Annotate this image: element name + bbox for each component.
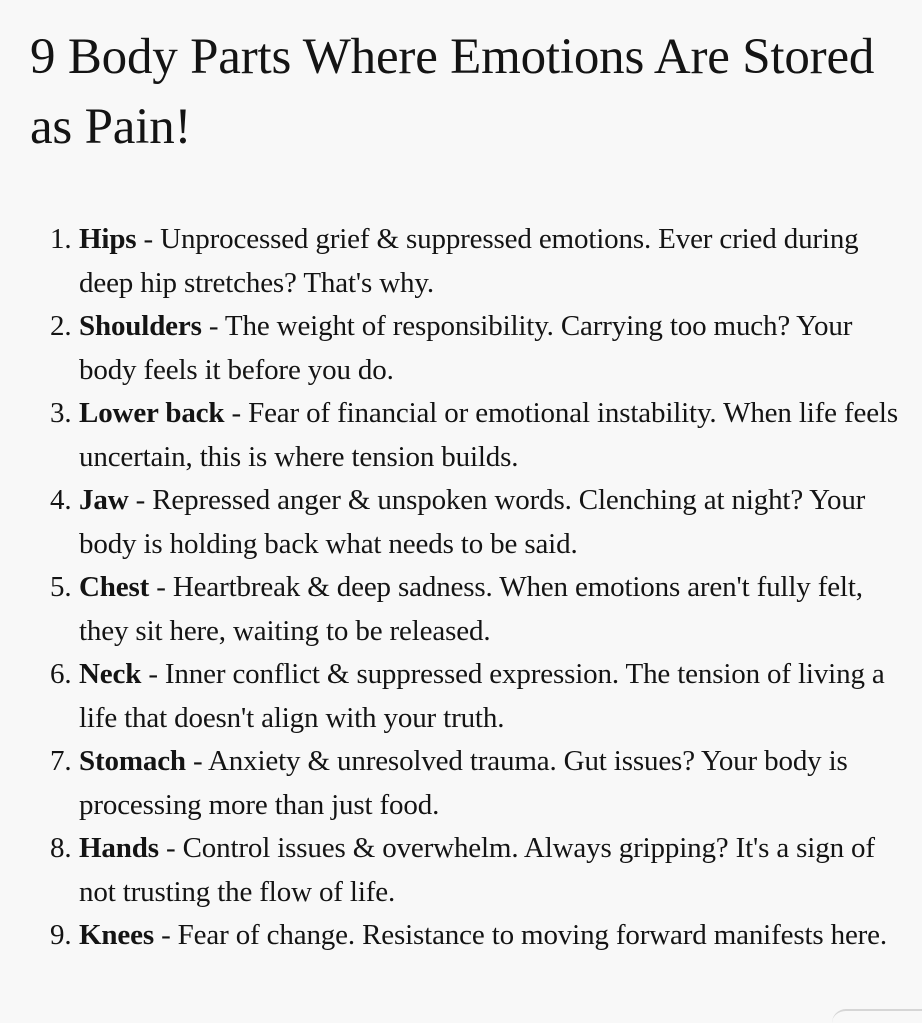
item-name: Hips xyxy=(79,223,137,255)
item-number: 7. xyxy=(50,745,72,777)
item-number: 3. xyxy=(50,397,72,429)
page-title: 9 Body Parts Where Emotions Are Stored as Pain! xyxy=(30,29,875,155)
list-item xyxy=(50,305,900,392)
item-name: Hands xyxy=(79,832,159,864)
list-item xyxy=(50,218,900,305)
item-number: 8. xyxy=(50,832,72,864)
item-description: - Unprocessed grief & suppressed emotions. Ever cried during deep hip stretches? That's why. xyxy=(79,223,859,299)
item-number: 9. xyxy=(50,919,72,951)
item-description: - Fear of change. Resistance to moving forward manifests here. xyxy=(153,919,887,951)
list-item xyxy=(50,914,900,958)
item-name: Jaw xyxy=(79,484,129,516)
item-number: 5. xyxy=(50,571,72,603)
item-name: Knees xyxy=(79,919,154,951)
item-description: - The weight of responsibility. Carrying too much? Your body feels it before you do. xyxy=(79,310,853,386)
item-description: - Control issues & overwhelm. Always gripping? It's a sign of not trusting the flow of life. xyxy=(79,832,875,908)
list-item xyxy=(50,827,900,914)
item-description: - Anxiety & unresolved trauma. Gut issues? Your body is processing more than just food. xyxy=(79,745,848,821)
item-number: 6. xyxy=(50,658,72,690)
list-item xyxy=(50,740,900,827)
item-description: - Inner conflict & suppressed expression. The tension of living a life that doesn't align with your truth. xyxy=(79,658,885,734)
item-name: Lower back xyxy=(79,397,225,429)
corner-curve-decoration xyxy=(832,1009,922,1023)
item-description: - Heartbreak & deep sadness. When emotions aren't fully felt, they sit here, waiting to be released. xyxy=(79,571,863,647)
list-item xyxy=(50,392,900,479)
body-parts-list xyxy=(50,218,900,958)
item-name: Neck xyxy=(79,658,142,690)
list-item xyxy=(50,566,900,653)
list-item xyxy=(50,653,900,740)
item-number: 4. xyxy=(50,484,72,516)
item-name: Stomach xyxy=(79,745,186,777)
item-description: - Fear of financial or emotional instability. When life feels uncertain, this is where tension builds. xyxy=(79,397,898,473)
item-name: Chest xyxy=(79,571,150,603)
list-item xyxy=(50,479,900,566)
item-name: Shoulders xyxy=(79,310,202,342)
item-description: - Repressed anger & unspoken words. Clenching at night? Your body is holding back what needs to be said. xyxy=(79,484,866,560)
item-number: 1. xyxy=(50,223,72,255)
item-number: 2. xyxy=(50,310,72,342)
